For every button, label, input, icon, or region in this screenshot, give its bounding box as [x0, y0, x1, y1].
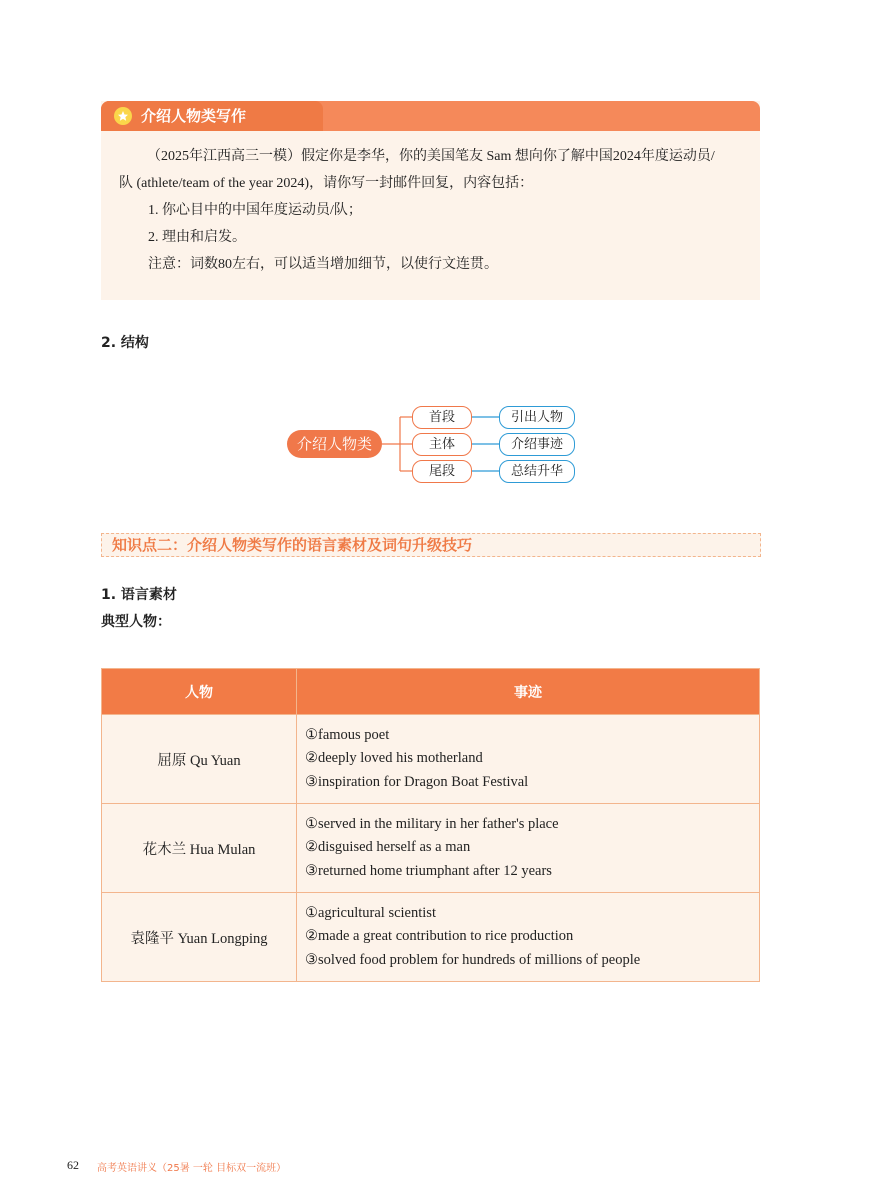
task-header — [101, 101, 760, 131]
deed-line: ③inspiration for Dragon Boat Festival — [305, 773, 529, 790]
knowledge-point-title: 知识点二：介绍人物类写作的语言素材及词句升级技巧 — [112, 536, 473, 554]
deed-line: ③returned home triumphant after 12 years — [305, 862, 552, 879]
structure-diagram — [280, 398, 590, 492]
diagram-leaf-summary: 总结升华 — [499, 460, 575, 483]
subheading-typical-people: 典型人物： — [101, 614, 171, 630]
subheading-language-material: 1. 语言素材 — [101, 587, 177, 603]
diagram-node-body: 主体 — [412, 433, 472, 456]
task-point-1: 1. 你心目中的中国年度运动员/队； — [148, 203, 362, 218]
deed-line: ①famous poet — [305, 726, 390, 743]
task-line-1: （2025年江西高三一模）假定你是李华，你的美国笔友 Sam 想向你了解中国2024年度运动员/ — [147, 149, 715, 164]
table-cell-deeds — [297, 715, 760, 804]
table-cell-name: 花木兰 Hua Mulan — [102, 804, 297, 893]
page-number: 62 — [67, 1158, 79, 1172]
footer-book-title: 高考英语讲义（25暑 一轮 目标双一流班） — [97, 1163, 287, 1174]
table-cell-name: 屈原 Qu Yuan — [102, 715, 297, 804]
diagram-node-first-paragraph: 首段 — [412, 406, 472, 429]
people-table — [101, 668, 760, 982]
deed-line: ②made a great contribution to rice production — [305, 928, 574, 945]
deed-line: ②disguised herself as a man — [305, 839, 471, 856]
table-cell-deeds — [297, 893, 760, 982]
deed-line: ①served in the military in her father's place — [305, 815, 559, 832]
diagram-root-node: 介绍人物类 — [287, 430, 382, 458]
task-title: 介绍人物类写作 — [141, 107, 247, 125]
section-heading-structure: 2. 结构 — [101, 335, 149, 351]
task-note: 注意：词数80左右，可以适当增加细节，以使行文连贯。 — [148, 257, 498, 272]
table-header-row — [102, 669, 760, 715]
deed-line: ①agricultural scientist — [305, 904, 436, 921]
table-row — [102, 715, 760, 804]
deed-line: ②deeply loved his motherland — [305, 750, 483, 767]
table-row — [102, 804, 760, 893]
star-icon — [114, 107, 132, 125]
diagram-node-last-paragraph: 尾段 — [412, 460, 472, 483]
table-header-person: 人物 — [102, 669, 297, 715]
table-header-deeds: 事迹 — [297, 669, 760, 715]
task-body — [101, 143, 760, 278]
task-point-2: 2. 理由和启发。 — [148, 230, 246, 245]
diagram-leaf-introduce-deeds: 介绍事迹 — [499, 433, 575, 456]
knowledge-point-banner — [101, 533, 761, 557]
table-row — [102, 893, 760, 982]
table-cell-name: 袁隆平 Yuan Longping — [102, 893, 297, 982]
diagram-leaf-introduce-person: 引出人物 — [499, 406, 575, 429]
task-box — [101, 101, 760, 300]
deed-line: ③solved food problem for hundreds of millions of people — [305, 951, 641, 968]
task-line-2: 队 (athlete/team of the year 2024)，请你写一封邮件回复，内容包括： — [119, 176, 534, 191]
page-footer — [67, 1158, 287, 1174]
table-cell-deeds — [297, 804, 760, 893]
